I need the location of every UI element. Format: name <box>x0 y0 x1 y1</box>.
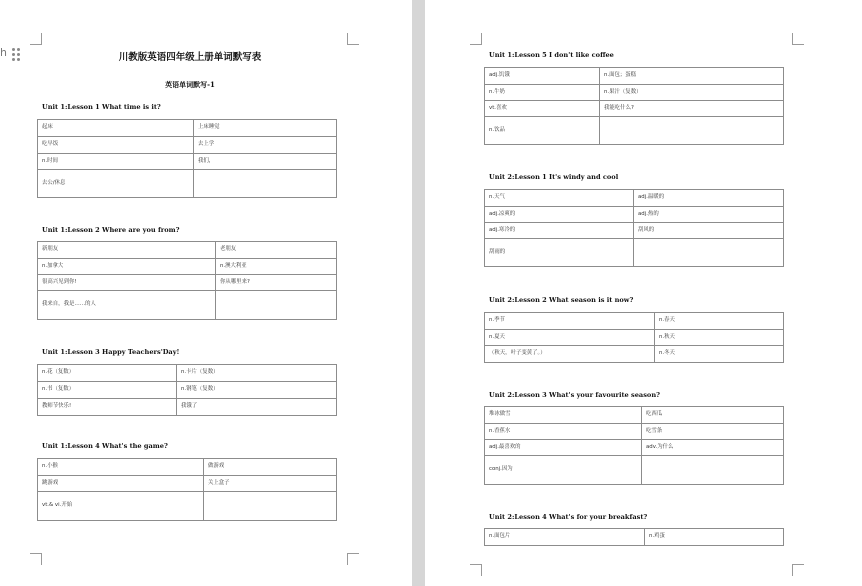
table-cell: 我饿了 <box>177 399 337 416</box>
table-cell <box>634 239 784 267</box>
table-cell: 很高兴见到你! <box>38 275 216 291</box>
table-row <box>38 476 337 492</box>
table-cell: adj.温暖的 <box>634 190 784 207</box>
table-cell: n.面包；蛋糕 <box>600 68 784 85</box>
table-row <box>38 259 337 275</box>
table-cell: adj.凉爽的 <box>485 207 634 223</box>
table-row <box>485 456 784 485</box>
table-row <box>485 440 784 456</box>
table-row <box>38 154 337 170</box>
table-cell: n.季节 <box>485 313 655 330</box>
drag-grip-icon[interactable] <box>12 48 22 62</box>
section-heading: Unit 1:Lesson 2 Where are you from? <box>42 226 180 234</box>
table-row <box>485 117 784 145</box>
document-page-1 <box>0 0 412 586</box>
table-cell: adj.饥饿 <box>485 68 600 85</box>
table-cell: 我们， <box>194 154 337 170</box>
table-cell: 我来自，我是……的人 <box>38 291 216 320</box>
table-cell: 吃早饭 <box>38 137 194 154</box>
table-cell: n.冬天 <box>655 346 784 363</box>
table-row <box>485 407 784 424</box>
outline-handle[interactable]: h <box>0 46 7 59</box>
crop-mark <box>792 33 804 45</box>
vocab-table <box>484 406 784 485</box>
crop-mark <box>30 553 42 565</box>
vocab-table <box>484 528 784 546</box>
table-cell: （秋天，叶子变黄了。） <box>485 346 655 363</box>
crop-mark <box>792 564 804 576</box>
table-cell: 你从哪里来? <box>216 275 337 291</box>
table-row <box>38 242 337 259</box>
crop-mark <box>470 33 482 45</box>
vocab-table <box>484 312 784 363</box>
table-row <box>485 207 784 223</box>
table-cell: n.卡片（复数） <box>177 365 337 382</box>
table-cell: 我能吃什么? <box>600 101 784 117</box>
table-cell: 起床 <box>38 120 194 137</box>
table-cell: 做游戏 <box>204 459 337 476</box>
table-row <box>38 492 337 521</box>
table-row <box>485 239 784 267</box>
table-cell: n.澳大利亚 <box>216 259 337 275</box>
table-row <box>38 120 337 137</box>
table-row <box>485 85 784 101</box>
table-cell: n.花（复数） <box>38 365 177 382</box>
vocab-table <box>37 364 337 416</box>
table-cell: n.夏天 <box>485 330 655 346</box>
crop-mark <box>347 33 359 45</box>
table-row <box>38 399 337 416</box>
section-heading: Unit 2:Lesson 3 What's your favourite season? <box>489 391 660 399</box>
section-heading: Unit 2:Lesson 4 What's for your breakfast? <box>489 513 648 521</box>
table-cell: 去公/休息 <box>38 170 194 198</box>
vocab-table <box>484 189 784 267</box>
table-row <box>38 291 337 320</box>
table-cell: n.香蕉水 <box>485 424 642 440</box>
table-cell <box>600 117 784 145</box>
table-cell: n.加拿大 <box>38 259 216 275</box>
table-cell: 老朋友 <box>216 242 337 259</box>
crop-mark <box>470 564 482 576</box>
table-row <box>485 346 784 363</box>
table-cell: n.饮品 <box>485 117 600 145</box>
table-cell <box>194 170 337 198</box>
table-row <box>485 330 784 346</box>
table-row <box>485 223 784 239</box>
table-cell: 刮风的 <box>634 223 784 239</box>
vocab-table <box>37 119 337 198</box>
page-gap <box>412 0 425 586</box>
table-cell: 教师节快乐! <box>38 399 177 416</box>
table-cell: n.果汁（复数） <box>600 85 784 101</box>
table-cell: 上床睡觉 <box>194 120 337 137</box>
table-cell: 跳游戏 <box>38 476 204 492</box>
table-cell: n.春天 <box>655 313 784 330</box>
table-cell: n.面包片 <box>485 529 645 546</box>
table-cell <box>204 492 337 521</box>
table-row <box>38 382 337 399</box>
table-row <box>485 101 784 117</box>
table-cell: adj.寒冷的 <box>485 223 634 239</box>
section-heading: Unit 1:Lesson 3 Happy Teachers'Day! <box>42 348 180 356</box>
table-cell: n.鸡蛋 <box>645 529 784 546</box>
table-cell: adj.热的 <box>634 207 784 223</box>
table-cell: n.牛奶 <box>485 85 600 101</box>
section-heading: Unit 1:Lesson 4 What's the game? <box>42 442 168 450</box>
table-cell: vt.喜欢 <box>485 101 600 117</box>
document-subtitle: 英语单词默写-1 <box>165 80 215 89</box>
section-heading: Unit 2:Lesson 1 It's windy and cool <box>489 173 619 181</box>
table-cell <box>216 291 337 320</box>
table-cell: vt.& vi.开始 <box>38 492 204 521</box>
table-cell: 吃西瓜 <box>642 407 784 424</box>
table-row <box>485 190 784 207</box>
table-cell: n.秋天 <box>655 330 784 346</box>
table-cell: n.钢笔（复数） <box>177 382 337 399</box>
table-cell <box>642 456 784 485</box>
table-row <box>485 313 784 330</box>
table-cell: n.天气 <box>485 190 634 207</box>
table-row <box>38 137 337 154</box>
vocab-table <box>484 67 784 145</box>
table-cell: 吃雪条 <box>642 424 784 440</box>
table-cell: adv.为什么 <box>642 440 784 456</box>
table-row <box>38 459 337 476</box>
table-row <box>38 170 337 198</box>
table-row <box>38 365 337 382</box>
table-cell: n.书（复数） <box>38 382 177 399</box>
document-page-2 <box>425 0 862 586</box>
section-heading: Unit 1:Lesson 1 What time is it? <box>42 103 161 111</box>
table-row <box>38 275 337 291</box>
crop-mark <box>347 553 359 565</box>
document-title: 川教版英语四年级上册单词默写表 <box>118 52 262 63</box>
vocab-table <box>37 241 337 320</box>
table-cell: n.时间 <box>38 154 194 170</box>
table-row <box>485 68 784 85</box>
table-cell: 刮雨的 <box>485 239 634 267</box>
table-cell: adj.最喜欢的 <box>485 440 642 456</box>
crop-mark <box>30 33 42 45</box>
table-row <box>485 529 784 546</box>
vocab-table <box>37 458 337 521</box>
table-cell: 去上学 <box>194 137 337 154</box>
table-cell: 关上盒子 <box>204 476 337 492</box>
section-heading: Unit 1:Lesson 5 I don't like coffee <box>489 51 614 59</box>
table-row <box>485 424 784 440</box>
table-cell: n.小猴 <box>38 459 204 476</box>
table-cell: 堆冰做雪 <box>485 407 642 424</box>
table-cell: conj.因为 <box>485 456 642 485</box>
table-cell: 新朋友 <box>38 242 216 259</box>
section-heading: Unit 2:Lesson 2 What season is it now? <box>489 296 634 304</box>
